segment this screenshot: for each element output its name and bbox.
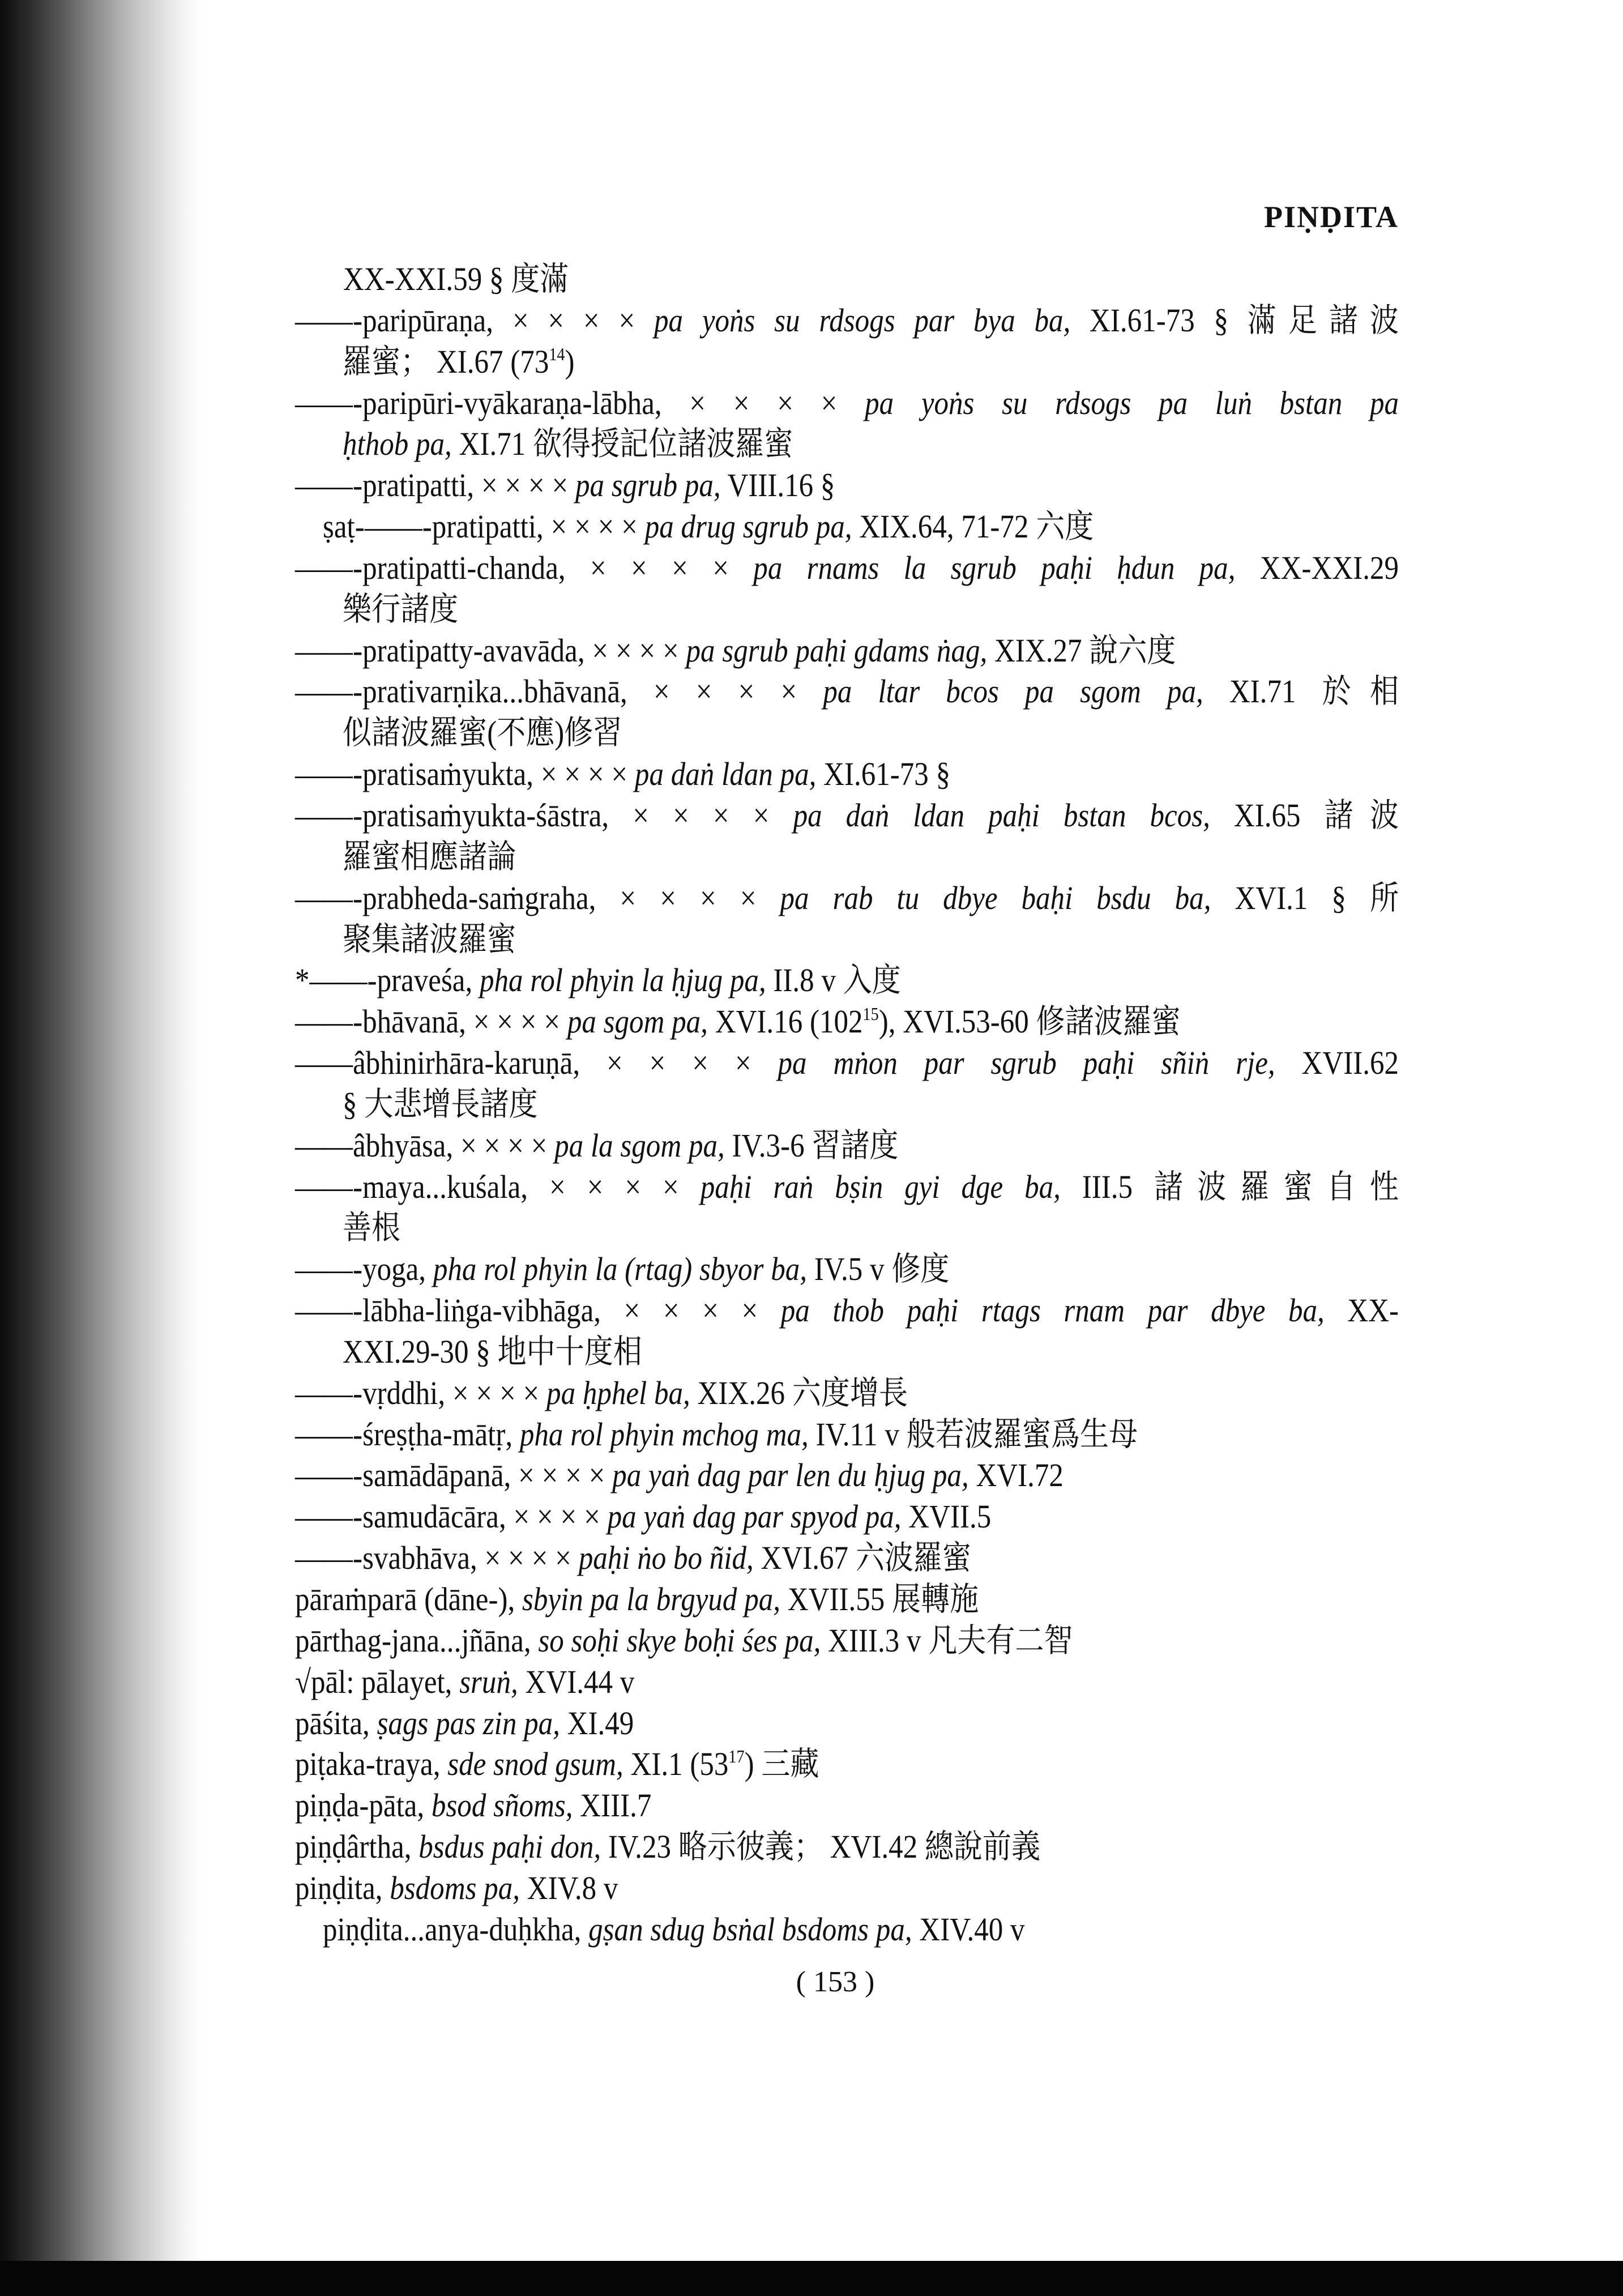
entry-line [295,1744,1399,1785]
entry-text: ——âbhyāsa, × × × × [295,1126,555,1164]
entry-line [295,548,1399,589]
entry-line [295,878,1399,919]
tibetan-equivalent: gṣan sdug bsṅal bsdoms pa, [588,1910,912,1948]
entry-continuation-line [343,424,1399,465]
entry-continuation-line [343,1207,1399,1249]
entry-text: ——-prabheda-saṁgraha, × × × × [295,879,780,916]
tibetan-equivalent: pa yaṅ dag par spyod pa, [607,1498,902,1535]
entry-text: XVI.1 § 所 [1211,879,1399,916]
index-entry [0,795,1623,878]
entry-line [295,1620,1399,1662]
entry-text: XI.49 [559,1704,634,1742]
index-entry [0,1826,1623,1868]
index-entry [0,300,1623,383]
entry-line [295,1125,1399,1167]
entry-text: piṇḍita...anya-duḥkha, [323,1910,589,1948]
tibetan-equivalent: ṣags pas zin pa, [377,1704,560,1742]
entry-continuation-line [343,589,1399,630]
scan-border-bottom [0,2261,1623,2296]
entry-text: pāraṁparā (dāne-), [295,1581,522,1618]
entry-line [295,1249,1399,1290]
entry-line [295,1579,1399,1620]
entry-text: 善根 [343,1209,401,1247]
entry-line [343,259,1399,300]
index-entry [0,1538,1623,1579]
entry-continuation-line [343,1331,1399,1373]
entry-text: ——-pratisaṁyukta-śāstra, × × × × [295,796,793,834]
entry-text: ṣaṭ-——-pratipatti, × × × × [323,508,645,545]
entry-line [295,1043,1399,1084]
index-entry [0,1785,1623,1826]
entry-text: ) 三藏 [744,1746,819,1783]
tibetan-equivalent: paḥi ṅo bo ñid, [578,1539,754,1577]
entry-text: ——-samudācāra, × × × × [295,1498,608,1535]
entry-text: pāśita, [295,1704,377,1742]
entry-text: XIX.64, 71-72 六度 [852,508,1094,545]
index-entry [0,1868,1623,1909]
entry-text: 羅蜜； XI.67 (73 [343,343,549,380]
entry-text: ——-pratisaṁyukta, × × × × [295,756,635,793]
entry-text: IV.3-6 習諸度 [724,1126,899,1164]
index-entry [0,465,1623,506]
entry-text: ——-svabhāva, × × × × [295,1539,579,1577]
entry-text: pārthag-jana...jñāna, [295,1621,539,1659]
tibetan-equivalent: pa yaṅ dag par len du ḥjug pa, [612,1457,969,1494]
entry-text: ——-paripūri-vyākaraṇa-lābha, × × × × [295,384,865,421]
entry-text: III.5 諸波羅蜜自性 [1060,1168,1399,1205]
tibetan-equivalent: pa sgom pa, [567,1003,708,1040]
entry-text: ——-samādāpanā, × × × × [295,1457,613,1494]
entry-text: XI.1 (53 [623,1746,729,1783]
tibetan-equivalent: ḥthob pa, [343,425,452,463]
tibetan-equivalent: pa la sgom pa, [554,1126,725,1164]
running-head: PIṆḌITA [1263,200,1399,234]
index-entry [0,1620,1623,1662]
entry-text: 似諸波羅蜜(不應)修習 [343,714,622,752]
entry-text: ——-pratipatti-chanda, × × × × [295,549,754,586]
footnote-superscript: 14 [549,343,565,364]
entry-text: XIV.40 v [912,1910,1025,1948]
entry-text: ——-paripūraṇa, × × × × [295,301,655,339]
entry-line [295,383,1399,424]
tibetan-equivalent: bsod sñoms, [431,1787,573,1824]
entry-text: ——-lābha-liṅga-vibhāga, × × × × [295,1292,781,1329]
index-entry [0,383,1623,466]
entry-text: XVI.72 [968,1457,1064,1494]
entry-text: ——-bhāvanā, × × × × [295,1003,567,1040]
tibetan-equivalent: sruṅ, [459,1663,518,1700]
entry-text: ——-pratipatti, × × × × [295,467,576,504]
entry-text: ——-pratipatty-avavāda, × × × × [295,631,686,669]
index-entry [0,1703,1623,1744]
index-entry [0,1414,1623,1456]
entry-line [295,630,1399,672]
entry-line [323,506,1399,548]
index-entry [0,1167,1623,1249]
entry-line [295,1826,1399,1868]
entry-text: ), XVI.53-60 修諸波羅蜜 [878,1003,1181,1040]
tibetan-equivalent: so soḥi skye boḥi śes pa, [538,1621,821,1659]
entry-text: IV.5 v 修度 [807,1251,950,1288]
entry-text: XIII.3 v 凡夫有二智 [821,1621,1073,1659]
entry-continuation-line [343,837,1399,878]
entry-text: ——-vṛddhi, × × × × [295,1374,547,1411]
entry-line [295,1373,1399,1414]
entry-text: piṇḍârtha, [295,1828,419,1866]
entry-text: IV.11 v 般若波羅蜜爲生母 [808,1415,1138,1453]
entry-text: ) [565,343,575,380]
footnote-superscript: 15 [862,1004,879,1025]
entry-continuation-line [343,919,1399,961]
entry-text: XIX.26 六度增長 [690,1374,908,1411]
tibetan-equivalent: sbyin pa la brgyud pa, [522,1581,781,1618]
entry-text: XIII.7 [573,1787,652,1824]
index-entry [0,878,1623,961]
index-entry [0,1662,1623,1703]
entry-text: IV.23 略示彼義； XVI.42 總說前義 [601,1828,1041,1866]
entry-text: piṭaka-traya, [295,1746,448,1783]
entry-text: XI.71 欲得授記位諸波羅蜜 [451,425,793,463]
index-entry [0,671,1623,754]
tibetan-equivalent: pa mṅon par sgrub paḥi sñiṅ rje, [778,1044,1275,1082]
entry-text: 羅蜜相應諸論 [343,838,516,875]
index-entry [0,259,1623,300]
index-entry [0,630,1623,672]
entry-text: ——-prativarṇika...bhāvanā, × × × × [295,673,823,710]
entry-line [295,465,1399,506]
index-entry [0,960,1623,1001]
entry-text: XI.65 諸波 [1210,796,1399,834]
entry-text: XI.71 於相 [1203,673,1399,710]
index-entry [0,1125,1623,1167]
index-entry [0,1290,1623,1373]
entry-text: ——âbhinirhāra-karuṇā, × × × × [295,1044,778,1082]
index-entry [0,754,1623,795]
index-entry [0,1744,1623,1785]
tibetan-equivalent: paḥi raṅ bṣin gyi dge ba, [700,1168,1061,1205]
index-entry [0,1043,1623,1125]
index-subentry [0,506,1623,548]
entry-line [295,1538,1399,1579]
entry-text: 樂行諸度 [343,590,459,628]
entry-continuation-line [343,1084,1399,1125]
entry-line [295,1662,1399,1703]
tibetan-equivalent: bsdoms pa, [390,1869,520,1906]
entry-text: XI.61-73 § 滿足諸波 [1070,301,1399,339]
tibetan-equivalent: bsdus paḥi don, [418,1828,601,1866]
entry-text: XVII.55 展轉施 [780,1581,979,1618]
entry-line [323,1909,1399,1951]
entry-line [295,671,1399,712]
entry-line [295,960,1399,1001]
tibetan-equivalent: pha rol phyin mchog ma, [519,1415,809,1453]
index-entries [0,259,1623,1951]
entry-text: √pāl: pālayet, [295,1663,460,1700]
tibetan-equivalent: pa rab tu dbye baḥi bsdu ba, [780,879,1211,916]
entry-line [295,300,1399,342]
entry-line [295,1414,1399,1456]
entry-continuation-line [343,342,1399,383]
index-entry [0,548,1623,630]
tibetan-equivalent: pa ltar bcos pa sgom pa, [823,673,1203,710]
entry-line [295,1001,1399,1043]
entry-text: piṇḍa-pāta, [295,1787,432,1824]
entry-text: piṇḍita, [295,1869,390,1906]
entry-text: 聚集諸波羅蜜 [343,920,516,958]
entry-text: ——-śreṣṭha-mātṛ, [295,1415,520,1453]
tibetan-equivalent: pha rol phyin la ḥjug pa, [479,962,766,999]
entry-text: VIII.16 § [720,467,835,504]
entry-text: XVI.16 (102 [707,1003,863,1040]
entry-line [295,1868,1399,1909]
entry-line [295,795,1399,837]
entry-text: ——-yoga, [295,1251,433,1288]
entry-text: XVII.62 [1275,1044,1399,1082]
entry-text: XVI.67 六波羅蜜 [753,1539,971,1577]
index-subentry [0,1909,1623,1951]
tibetan-equivalent: pa sgrub paḥi gdams ṅag, [686,631,988,669]
entry-line [295,1167,1399,1208]
index-entry [0,1455,1623,1496]
tibetan-equivalent: pa yoṅs su rdsogs pa luṅ bstan pa [865,384,1399,421]
index-entry [0,1249,1623,1290]
entry-text: § 大悲增長諸度 [343,1085,538,1123]
entry-text: XX-XXI.29 [1235,549,1399,586]
entry-line [295,754,1399,795]
entry-text: XIX.27 說六度 [987,631,1176,669]
entry-text: XVI.44 v [518,1663,635,1700]
entry-text: XX- [1324,1292,1399,1329]
tibetan-equivalent: pa thob paḥi rtags rnam par dbye ba, [780,1292,1325,1329]
index-entry [0,1001,1623,1043]
tibetan-equivalent: pa sgrub pa, [575,467,721,504]
tibetan-equivalent: pa drug sgrub pa, [644,508,852,545]
tibetan-equivalent: pa daṅ ldan paḥi bstan bcos, [793,796,1210,834]
entry-text: ——-maya...kuśala, × × × × [295,1168,701,1205]
entry-continuation-line [343,712,1399,754]
entry-text: XXI.29-30 § 地中十度相 [343,1333,642,1370]
index-entry [0,1496,1623,1538]
entry-text: XIV.8 v [519,1869,618,1906]
index-entry [0,1579,1623,1620]
page-number: ( 153 ) [796,1966,875,1998]
entry-line [295,1496,1399,1538]
index-entry [0,1373,1623,1414]
entry-line [295,1785,1399,1826]
entry-text: XX-XXI.59 § 度滿 [343,261,569,297]
entry-text: *——-praveśa, [295,962,480,999]
tibetan-equivalent: pa rnams la sgrub paḥi ḥdun pa, [753,549,1236,586]
entry-text: XVII.5 [901,1498,992,1535]
tibetan-equivalent: pa ḥphel ba, [546,1374,690,1411]
tibetan-equivalent: pha rol phyin la (rtag) sbyor ba, [433,1251,808,1288]
entry-text: II.8 v 入度 [766,962,901,999]
entry-line [295,1290,1399,1331]
entry-line [295,1703,1399,1744]
tibetan-equivalent: sde snod gsum, [447,1746,623,1783]
entry-text: XI.61-73 § [816,756,951,793]
entry-line [295,1455,1399,1496]
tibetan-equivalent: pa yoṅs su rdsogs par bya ba, [654,301,1071,339]
tibetan-equivalent: pa daṅ ldan pa, [634,756,817,793]
footnote-superscript: 17 [728,1746,745,1767]
